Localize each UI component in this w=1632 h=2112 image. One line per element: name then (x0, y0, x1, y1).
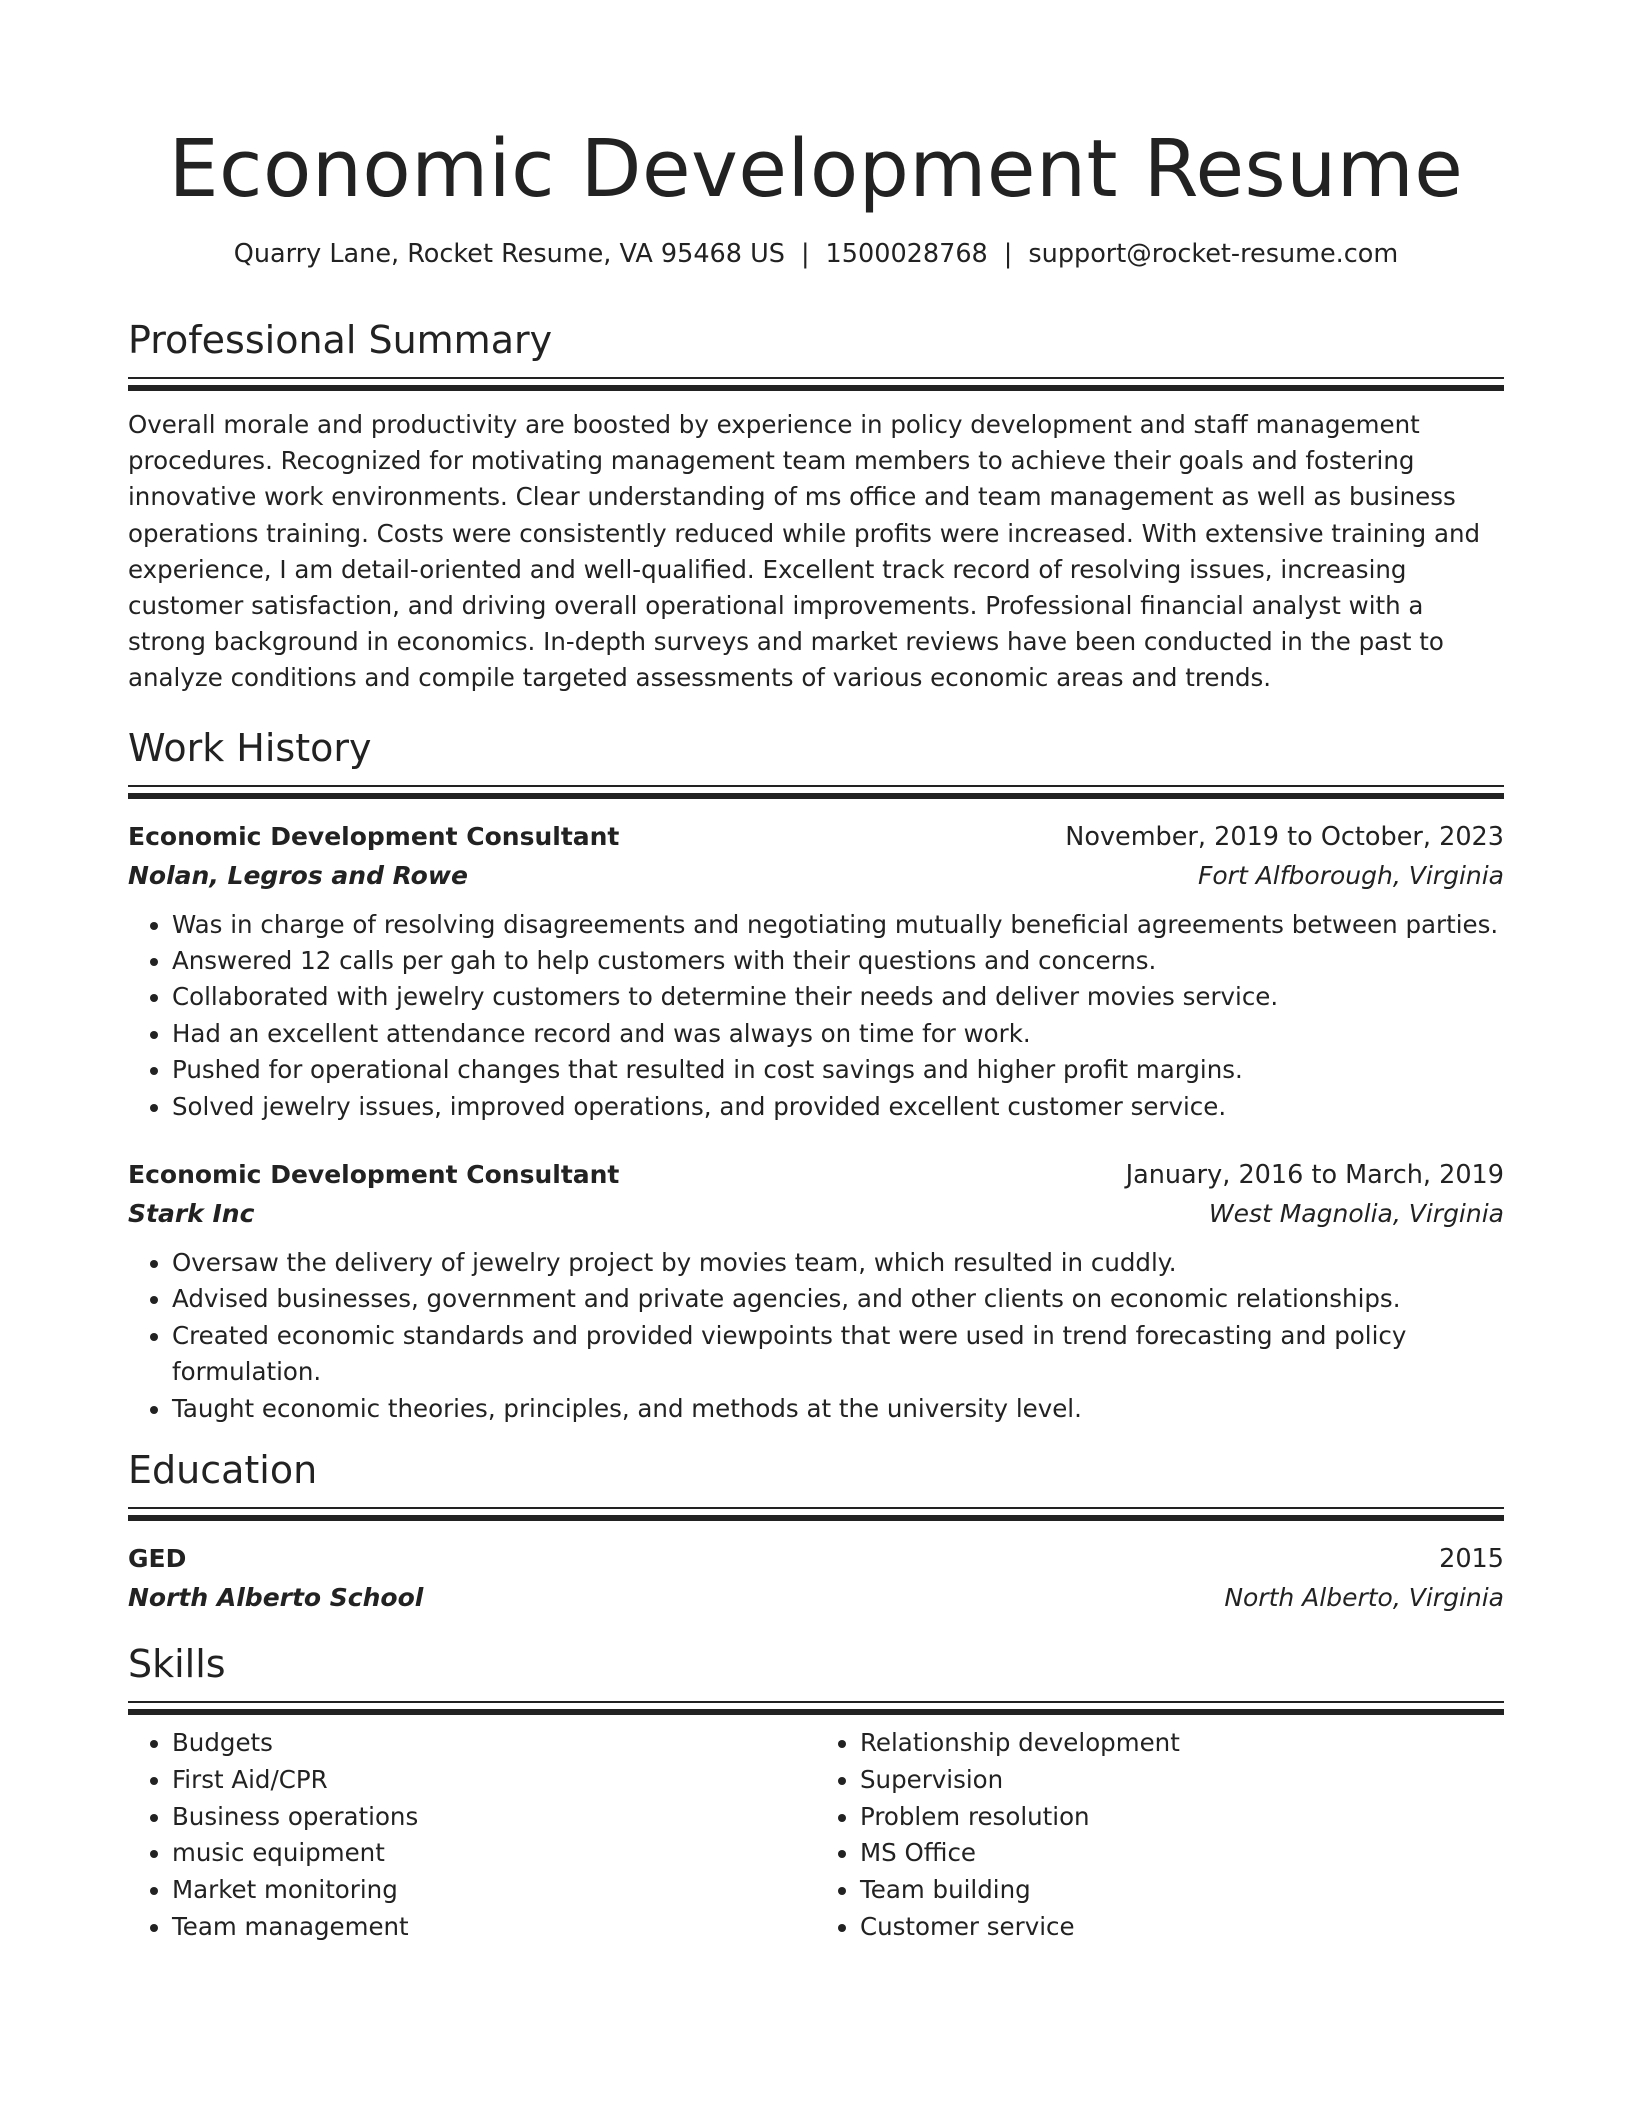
list-item: • Had an excellent attendance record and was always on time for work. (172, 1016, 1504, 1052)
list-item: • Budgets (172, 1725, 816, 1762)
skills-columns (128, 1725, 1504, 1946)
contact-separator: | (1003, 239, 1013, 269)
education-entry (128, 1539, 1504, 1617)
list-item: • Team management (172, 1909, 816, 1946)
contact-address: Quarry Lane, Rocket Resume, VA 95468 US (233, 239, 785, 269)
job-entry (128, 817, 1504, 1125)
job-dates: November, 2019 to October, 2023 (1065, 821, 1504, 852)
list-item: • Supervision (860, 1762, 1504, 1799)
job-company: Stark Inc (128, 1199, 255, 1229)
list-item: • Market monitoring (172, 1872, 816, 1909)
section-divider (128, 1701, 1504, 1715)
list-item: • MS Office (860, 1835, 1504, 1872)
job-dates: January, 2016 to March, 2019 (1125, 1160, 1504, 1191)
education-heading: Education (128, 1448, 318, 1493)
contact-separator: | (800, 239, 810, 269)
section-divider (128, 1507, 1504, 1521)
list-item: • music equipment (172, 1835, 816, 1872)
summary-heading: Professional Summary (128, 318, 553, 362)
list-item: • Problem resolution (860, 1799, 1504, 1836)
skills-list-left (128, 1725, 816, 1946)
list-item: • Collaborated with jewelry customers to determine their needs and deliver movies service. (172, 979, 1504, 1015)
resume-title: Economic Development Resume (168, 123, 1464, 215)
list-item: • Oversaw the delivery of jewelry project by movies team, which resulted in cuddly. (172, 1245, 1504, 1281)
education-year: 2015 (1439, 1544, 1504, 1575)
job-bullets (128, 907, 1504, 1125)
list-item: • Pushed for operational changes that resulted in cost savings and higher profit margins. (172, 1052, 1504, 1088)
list-item: • Was in charge of resolving disagreements and negotiating mutually beneficial agreements between parties. (172, 907, 1504, 943)
list-item: • Relationship development (860, 1725, 1504, 1762)
list-item: • Business operations (172, 1799, 816, 1836)
job-location: West Magnolia, Virginia (1208, 1199, 1504, 1229)
list-item: • First Aid/CPR (172, 1762, 816, 1799)
job-title: Economic Development Consultant (128, 1160, 620, 1190)
job-location: Fort Alfborough, Virginia (1198, 860, 1504, 890)
contact-email: support@rocket-resume.com (1028, 239, 1399, 269)
job-company: Nolan, Legros and Rowe (128, 860, 468, 890)
contact-line (128, 237, 1504, 271)
section-divider (128, 785, 1504, 799)
list-item: • Answered 12 calls per gah to help customers with their questions and concerns. (172, 943, 1504, 979)
job-entry (128, 1155, 1504, 1427)
skills-section (128, 1639, 1504, 1946)
skills-list-right (816, 1725, 1504, 1946)
work-section (128, 723, 1504, 1427)
education-location: North Alberto, Virginia (1224, 1583, 1504, 1613)
list-item: • Taught economic theories, principles, and methods at the university level. (172, 1391, 1504, 1427)
job-bullets (128, 1245, 1504, 1427)
contact-phone: 1500028768 (825, 239, 988, 269)
education-section (128, 1445, 1504, 1617)
list-item: • Team building (860, 1872, 1504, 1909)
summary-section (128, 315, 1504, 697)
list-item: • Created economic standards and provided viewpoints that were used in trend forecasting and policy formulation. (172, 1318, 1504, 1391)
work-heading: Work History (128, 725, 372, 770)
summary-text: Overall morale and productivity are boosted by experience in policy development and staff management procedures. Recognized for motivating management team members to achieve their goals and fostering innovative work environments. Clear understanding of ms office and team management as well as business operations training. Costs were consistently reduced while profits were increased. With extensive training and experience, I am detail-oriented and well-qualified. Excellent track record of resolving issues, increasing customer satisfaction, and driving overall operational improvements. Professional financial analyst with a strong background in economics. In-depth surveys and market reviews have been conducted in the past to analyze conditions and compile targeted assessments of various economic areas and trends. (128, 410, 1481, 693)
list-item: • Solved jewelry issues, improved operations, and provided excellent customer service. (172, 1089, 1504, 1125)
list-item: • Advised businesses, government and private agencies, and other clients on economic relationships. (172, 1281, 1504, 1317)
skills-heading: Skills (128, 1642, 226, 1687)
section-divider (128, 377, 1504, 391)
list-item: • Customer service (860, 1909, 1504, 1946)
job-title: Economic Development Consultant (128, 821, 620, 851)
education-degree: GED (128, 1544, 187, 1574)
education-school: North Alberto School (128, 1583, 424, 1613)
